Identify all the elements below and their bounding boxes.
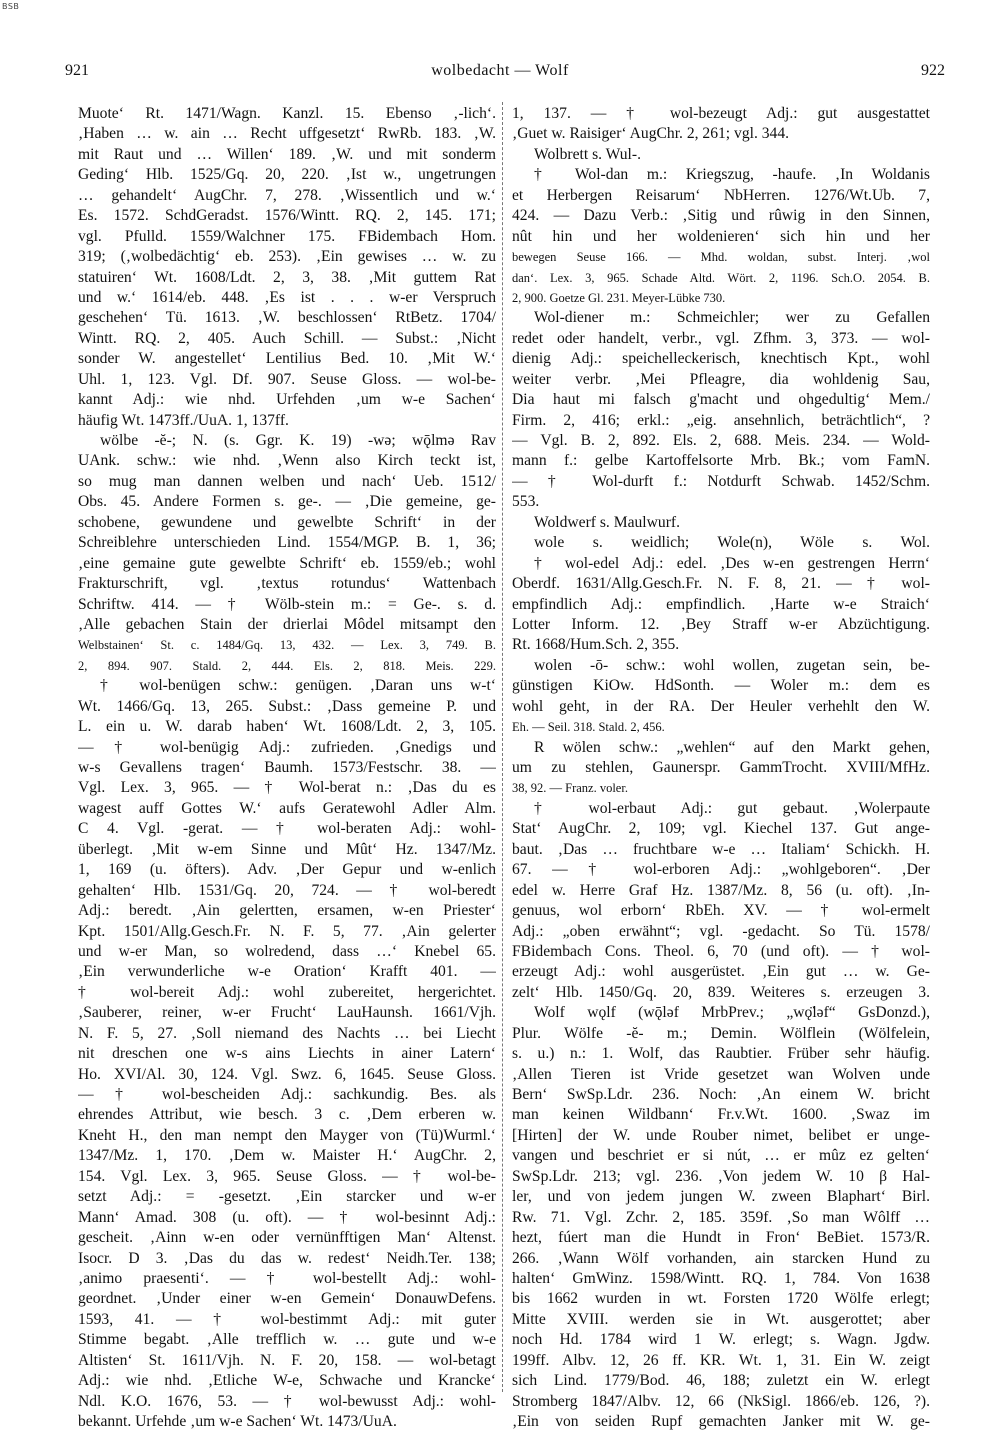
right-column-line: Firm. 2, 416; erkl.: „eig. ansehnlich, beträchtlich“, ? (512, 411, 930, 429)
left-column-line: Vgl. Lex. 3, 965. — † Wol-berat n.: ‚Das du es (78, 779, 496, 797)
right-column-line: R wölen schw.: „wehlen“ auf den Markt gehen, (534, 738, 930, 756)
right-column-line: ler, und von jedem jungen W. zween Blaphart‘ Birl. (512, 1188, 930, 1206)
right-column-line: wolen -ō- schw.: wohl wollen, zugetan sein, be- (534, 656, 930, 674)
left-column-line: Muote‘ Rt. 1471/Wagn. Kanzl. 15. Ebenso ‚-lich‘. (78, 105, 496, 122)
left-column-line: C 4. Vgl. -gerat. — † wol-beraten Adj.: wohl- (78, 820, 496, 838)
right-column-line: SwSp.Ldr. 213; vgl. 236. ‚Von jedem W. 10 β Hal- (512, 1167, 930, 1185)
left-column-line: ‚Sauberer, reiner, w-er Frucht‘ LauHaunsh. 1661/Vjh. (78, 1004, 496, 1022)
left-column-line: statuiren‘ Wt. 1608/Ldt. 2, 3, 38. ‚Mit guttem Rat (78, 268, 496, 286)
right-column-line: 199ff. Albv. 12, 26 ff. KR. Wt. 1, 31. Ein W. zeigt (512, 1351, 930, 1369)
left-column-line: kannt Adj.: wie nhd. Urfehden ‚um w-e Sachen‘ (78, 391, 496, 409)
left-column-line: geordnet. ‚Under einer w-en Gemein‘ DonauwDefens. (78, 1290, 496, 1308)
left-column-line: Altisten‘ St. 1611/Vjh. N. F. 20, 158. — wol-betagt (78, 1351, 496, 1369)
right-column-line: Woldwerf s. Maulwurf. (534, 513, 680, 531)
right-column-line: 553. (512, 493, 540, 511)
left-column-line: w-s Gevallens tragen‘ Baumh. 1573/Festschr. 38. — (78, 759, 496, 776)
right-column-line: erzeugt Adj.: wohl ausgerüstet. ‚Ein gut … w. Ge- (512, 963, 930, 981)
left-column-line: ‚Ein verwunderliche w-e Oration‘ Krafft 401. — (78, 963, 496, 981)
left-column-line: nit dreschen one w-s ains Liechts in ainer Latern‘ (78, 1045, 496, 1063)
right-column-line: Stat‘ AugChr. 2, 109; vgl. Kiechel 137. Gut ange- (512, 820, 930, 838)
left-column-line: Kpt. 1501/Allg.Gesch.Fr. N. F. 5, 77. ‚Ain gelerter (78, 922, 496, 940)
left-column-line: 1347/Mz. 1, 170. ‚Dem w. Maister H.‘ AugChr. 2, (78, 1147, 496, 1165)
left-column-line: ‚eine gemaine gute gewelbte Schrift‘ eb. 1559/eb.; wohl (78, 554, 496, 572)
left-column-line: † wol-benügen schw.: genügen. ‚Daran uns w-t‘ (100, 677, 496, 695)
left-column-line: … gehandelt‘ AugChr. 7, 278. ‚Wissentlich und w.‘ (78, 186, 496, 204)
right-column-line: bis 1662 wurden in wt. Forsten 1720 Wölfe erlegt; (512, 1290, 930, 1308)
left-column-line: bekannt. Urfehde ‚um w-e Sachen‘ Wt. 1473/UuA. (78, 1413, 397, 1430)
left-column (78, 104, 496, 1432)
right-column-line: † wol-edel Adj.: edel. ‚Des w-en gestrengen Herrn‘ (534, 554, 930, 572)
right-column-line: — Vgl. B. 2, 892. Els. 2, 688. Meis. 234. — Wold- (512, 432, 930, 449)
right-column-line: — † Wol-durft f.: Notdurft Schwab. 1452/Schm. (512, 472, 930, 490)
left-column-line: 154. Vgl. Lex. 3, 965. Seuse Gloss. — † wol-be- (78, 1167, 496, 1185)
running-title: wolbedacht — Wolf (431, 62, 569, 79)
left-column-line: † wol-bereit Adj.: wohl zubereitet, hergerichtet. (78, 983, 496, 1001)
right-column (512, 104, 930, 1432)
right-column-line: [Hirten] der W. unde Rouber nimet, belibet er unge- (512, 1126, 930, 1144)
right-column-line: halten‘ GmWinz. 1598/Wintt. RQ. 1, 784. Von 1638 (512, 1269, 930, 1287)
page-number-right: 922 (921, 62, 945, 79)
right-column-line: sich Lind. 1779/Bod. 46, 188; zuletzt ein W. erlegt (512, 1372, 930, 1390)
right-column-line: FBidembach Cons. Theol. 6, 70 (und oft). — † wol- (512, 942, 930, 960)
right-column-line: 424. — Dazu Verb.: ‚Sitig und rûwig in den Sinnen, (512, 207, 930, 225)
right-column-line: Lotter Inform. 12. ‚Bey Straff w-er Abzüchtigung. (512, 615, 930, 633)
left-column-line: Ho. XVI/Al. 30, 124. Vgl. Swz. 6, 1645. Seuse Gloss. (78, 1065, 496, 1083)
library-stamp: BSB (2, 2, 20, 11)
right-column-line: noch Hd. 1784 wird 1 W. erlegt; s. Wagn. Jgdw. (512, 1331, 930, 1349)
left-column-line: — † wol-benügig Adj.: zufrieden. ‚Gnedigs und (78, 738, 496, 756)
left-column-line: sonder W. angestellet‘ Lentilius Bed. 10. ‚Mit W.‘ (78, 350, 496, 368)
right-column-line: nût hin und her woldenieren‘ sich hin und her (512, 227, 930, 245)
right-column-line: vangen und beschriet er si nút, … er mûz ez gelten‘ (512, 1147, 930, 1165)
right-column-line: dan‘. Lex. 3, 965. Schade Altd. Wört. 2, 1196. Sch.O. 2054. B. (512, 270, 930, 285)
right-column-line: Dia haut mi falsch g'macht und ohgedultig‘ Mem./ (512, 391, 930, 409)
right-column-line: s. u.) n.: 1. Wolf, das Raubtier. Früber sehr häufig. (512, 1045, 930, 1063)
right-column-line: 67. — † wol-erboren Adj.: „wohlgeboren“. ‚Der (512, 861, 930, 879)
right-column-line: baut. ‚Das … fruchtbare w-e … Italiam‘ Schickh. H. (512, 840, 930, 858)
left-column-line: und w-er Man, so wolredend, dass …‘ Knebel 65. (78, 942, 496, 960)
right-column-line: ‚Guet w. Raisiger‘ AugChr. 2, 261; vgl. 344. (512, 125, 790, 143)
left-column-line: 1, 169 (u. öfters). Adv. ‚Der Gepur und w-enlich (78, 861, 496, 879)
left-column-line: ehrendes Attribut, wie besch. 3 c. ‚Dem erberen w. (78, 1106, 496, 1124)
right-column-line: 266. ‚Wann Wölf vorhanden, ain starcken Hund zu (512, 1249, 930, 1267)
left-column-line: Geding‘ Hlb. 1525/Gq. 20, 220. ‚Ist w., ungetrungen (78, 166, 496, 184)
left-column-line: Frakturschrift, vgl. ‚textus rotundus‘ Wattenbach (78, 575, 496, 593)
right-column-line: † wol-erbaut Adj.: gut gebaut. ‚Wolerpaute (534, 799, 930, 817)
right-column-line: Eh. — Seil. 318. Stald. 2, 456. (512, 720, 665, 735)
right-column-line: dienig Adj.: speichelleckerisch, knechtisch Kpt., wohl (512, 350, 930, 368)
right-column-line: redet oder handelt, verbr., vgl. Zfhm. 3, 373. — wol- (512, 329, 930, 347)
left-column-line: 1593, 41. — † wol-bestimmt Adj.: mit guter (78, 1310, 496, 1328)
right-column-line: Rt. 1668/Hum.Sch. 2, 355. (512, 636, 680, 654)
left-column-line: Welbstainen‘ St. c. 1484/Gq. 13, 432. — Lex. 3, 749. B. (78, 638, 496, 653)
left-column-line: vgl. Pfulld. 1559/Walchner 175. FBidembach Hom. (78, 227, 496, 245)
right-column-line: 1, 137. — † wol-bezeugt Adj.: gut ausgestattet (512, 105, 930, 122)
right-column-line: günstigen KiOw. HdSonth. — Woler m.: dem es (512, 677, 930, 695)
right-column-line: Bern‘ SwSp.Ldr. 236. Noch: ‚An einem W. bricht (512, 1086, 930, 1103)
left-column-line: Es. 1572. SchdGeradst. 1576/Wintt. RQ. 2, 145. 171; (78, 207, 496, 225)
right-column-line: bewegen Seuse 166. — Mhd. woldan, subst. Interj. ‚wol (512, 250, 930, 265)
right-column-line: Adj.: „oben erwähnt“; vgl. -gedacht. So Tü. 1578/ (512, 922, 930, 940)
left-column-line: Wt. 1466/Gq. 13, 265. Subst.: ‚Dass gemeine P. und (78, 697, 496, 715)
right-column-line: Wolf wǫlf (wǭləf MrbPrev.; „wǫ̈ləf“ GsDonzd.), (534, 1004, 930, 1022)
right-column-line: hezt, fúert man die Hundt in Fron‘ BeBiet. 1573/R. (512, 1229, 930, 1247)
left-column-line: Ndl. K.O. 1676, 53. — † wol-bewusst Adj.: wohl- (78, 1392, 496, 1410)
left-column-line: ‚animo praesenti‘. — † wol-bestellt Adj.: wohl- (78, 1269, 496, 1287)
right-column-line: wole s. weidlich; Wole(n), Wöle s. Wol. (534, 534, 930, 552)
left-column-line: — † wol-bescheiden Adj.: sachkundig. Bes. als (78, 1086, 496, 1103)
left-column-line: L. ein u. W. darab haben‘ Wt. 1608/Ldt. 2, 3, 105. (78, 718, 496, 736)
right-column-line: ‚Allen Tieren ist Vride gesetzet wan Wolven unde (512, 1065, 930, 1083)
left-column-line: gescheit. ‚Ainn w-en oder vernünfftigen Man‘ Altenst. (78, 1229, 496, 1247)
right-column-line: um zu stehlen, Gaunerspr. GammTrocht. XVIII/MfHz. (512, 759, 930, 776)
left-column-line: schobene, gewundene und gewelbte Schrift‘ in der (78, 513, 496, 531)
right-column-line: Rw. 71. Vgl. Zchr. 2, 185. 359f. ‚So man Wôlff … (512, 1208, 930, 1226)
left-column-line: wölbe -ĕ-; N. (s. Ggr. K. 19) -wə; wǭlmə Rav (100, 432, 496, 449)
right-column-line: ‚Ein von seiden Rupf gemachten Janker mit W. ge- (512, 1413, 930, 1430)
left-column-line: Isocr. D 3. ‚Das du das w. redest‘ Neidh.Ter. 138; (78, 1249, 496, 1267)
right-column-line: Stromberg 1847/Albv. 12, 66 (NkSigl. 1866/eb. 126, ?). (512, 1392, 930, 1410)
right-column-line: Oberdf. 1631/Allg.Gesch.Fr. N. F. 8, 21. — † wol- (512, 575, 930, 593)
left-column-line: wagest auff Gottes W.‘ aufs Geratewohl Adler Alm. (78, 799, 496, 817)
left-column-line: UAnk. schw.: wie nhd. ‚Wenn also Kirch teckt ist, (78, 452, 496, 470)
right-column-line: empfindlich Adj.: empfindlich. ‚Harte w-e Straich‘ (512, 595, 930, 613)
page-number-left: 921 (65, 62, 89, 79)
right-column-line: genuus, wol erborn‘ RbEh. XV. — † wol-ermelt (512, 902, 930, 920)
left-column-line: Adj.: wie nhd. ‚Etliche W-e, Schwache und Krancke‘ (78, 1372, 496, 1390)
left-column-line: Wintt. RQ. 2, 405. Auch Schill. — Subst.: ‚Nicht (78, 329, 496, 347)
left-column-line: Mann‘ Amad. 308 (u. oft). — † wol-besinnt Adj.: (78, 1208, 496, 1226)
left-column-line: ‚Haben … w. ain … Recht uffgesetzt‘ RwRb. 183. ‚W. (78, 125, 496, 143)
left-column-line: geschehen‘ Tü. 1613. ‚W. beschlossen‘ RtBetz. 1704/ (78, 309, 496, 327)
right-column-line: Wolbrett s. Wul-. (534, 145, 641, 163)
right-column-line: man keinen Wildbann‘ Fr.v.Wt. 1600. ‚Swaz im (512, 1106, 930, 1124)
right-column-line: et Herbergen Reisarum‘ NbHerren. 1276/Wt.Ub. 7, (512, 186, 930, 204)
left-column-line: N. F. 5, 27. ‚Soll niemand des Nachts … bei Liecht (78, 1024, 496, 1042)
left-column-line: überlegt. ‚Mit w-em Sinne und Mût‘ Hz. 1347/Mz. (78, 840, 496, 858)
right-column-line: zelt‘ Hlb. 1450/Gq. 20, 839. Weiteres s. erzeugen 3. (512, 983, 930, 1001)
right-column-line: 38, 92. — Franz. voler. (512, 781, 628, 796)
running-header (55, 62, 945, 84)
left-column-line: Adj.: beredt. ‚Ain gelertten, ersamen, w-en Priester‘ (78, 902, 496, 920)
left-column-line: Schreiblehre unterschieden Lind. 1554/MGP. B. 1, 36; (78, 534, 496, 552)
right-column-line: wohl geht, in der RA. Der Heuler verhehlt den W. (512, 697, 930, 715)
left-column-line: Obs. 45. Andere Formen s. ge-. — ‚Die gemeine, ge- (78, 493, 496, 511)
column-divider (502, 102, 503, 1392)
right-column-line: 2, 900. Goetze Gl. 231. Meyer-Lübke 730. (512, 290, 726, 305)
left-column-line: so mug man dannen welben und nach‘ Ueb. 1512/ (78, 472, 496, 490)
left-column-line: setzt Adj.: = -gesetzt. ‚Ein starcker und w-er (78, 1188, 496, 1206)
left-column-line: häufig Wt. 1473ff./UuA. 1, 137ff. (78, 411, 289, 429)
right-column-line: Wol-diener m.: Schmeichler; wer zu Gefallen (534, 309, 930, 327)
left-column-line: Schriftw. 414. — † Wölb-stein m.: = Ge-. s. d. (78, 595, 496, 613)
left-column-line: mit Raut und … Willen‘ 189. ‚W. und mit sonderm (78, 145, 496, 163)
right-column-line: Mitte XVIII. werden sie in Wt. ausgerottet; aber (512, 1310, 930, 1328)
right-column-line: edel w. Herre Graf Hz. 1387/Mz. 8, 56 (u. oft). ‚In- (512, 881, 930, 899)
left-column-line: Uhl. 1, 123. Vgl. Df. 907. Seuse Gloss. — wol-be- (78, 370, 496, 388)
left-column-line: Kneht H., den man nempt den Mayger von (Tü)Wurml.‘ (78, 1126, 496, 1144)
right-column-line: weiter verbr. ‚Mei Pfleagre, dia wohldenig Sau, (512, 370, 930, 388)
left-column-line: gehalten‘ Hlb. 1531/Gq. 20, 724. — † wol-beredt (78, 881, 496, 899)
left-column-line: und w.‘ 1614/eb. 448. ‚Es ist . . . w-er Verspruch (78, 288, 496, 306)
left-column-line: Stimme begabt. ‚Alle trefflich w. … gute und w-e (78, 1331, 496, 1349)
left-column-line: 2, 894. 907. Stald. 2, 444. Els. 2, 818. Meis. 229. (78, 658, 496, 673)
right-column-line: mann f.: gelbe Kartoffelsorte Mrb. Bk.; vom FamN. (512, 452, 930, 470)
left-column-line: 319; (‚wolbedächtig‘ eb. 253). ‚Ein gewises … w. zu (78, 248, 496, 266)
right-column-line: Plur. Wölfe -ĕ- m.; Demin. Wölflein (Wölfelein, (512, 1024, 930, 1042)
right-column-line: † Wol-dan m.: Kriegszug, -haufe. ‚In Woldanis (534, 166, 930, 184)
left-column-line: ‚Alle gebachen Stain der drierlai Môdel mitsampt den (78, 615, 496, 633)
